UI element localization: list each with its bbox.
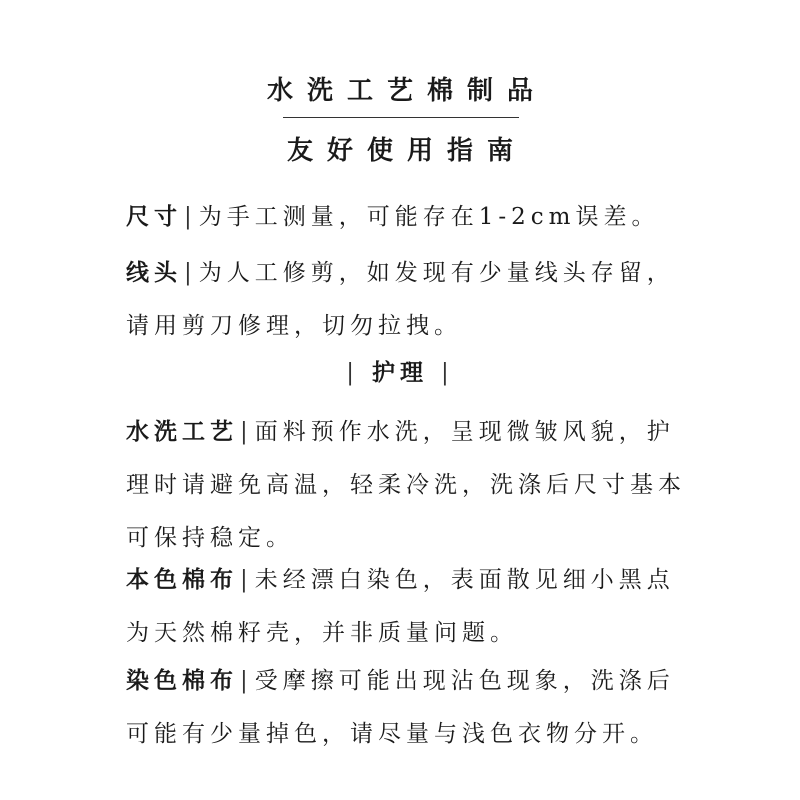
note-threads [126, 246, 706, 353]
care-dyed-cotton-separator: | [240, 668, 253, 694]
care-dyed-cotton-text-line-2: 可能有少量掉色，请尽量与浅色衣物分开。 [126, 721, 658, 747]
note-size-separator: | [184, 204, 197, 230]
note-threads-text-line-1: 为人工修剪，如发现有少量线头存留， [198, 260, 675, 286]
care-natural-cotton-separator: | [240, 567, 253, 593]
note-threads-separator: | [184, 260, 197, 286]
care-washing-label: 水洗工艺 [126, 418, 238, 445]
care-heading-text: 护理 [372, 359, 428, 386]
page-subtitle: 友好使用指南 [286, 136, 527, 166]
care-dyed-cotton-label: 染色棉布 [126, 667, 238, 694]
note-size-text-line-1: 为手工测量，可能存在1-2cm误差。 [198, 204, 660, 230]
care-natural-cotton-text-line-1: 未经漂白染色，表面散见细小黑点 [254, 567, 675, 593]
note-size-label: 尺寸 [126, 203, 182, 230]
care-dyed-cotton [126, 654, 706, 761]
care-section-heading [0, 350, 800, 396]
care-heading-right-bar: | [441, 360, 454, 386]
care-washing-text-line-3: 可保持稳定。 [126, 525, 294, 551]
title-divider [283, 117, 519, 118]
care-washing [126, 405, 706, 565]
note-size [126, 190, 706, 244]
care-washing-separator: | [240, 419, 253, 445]
care-dyed-cotton-text-line-1: 受摩擦可能出现沾色现象，洗涤后 [254, 668, 675, 694]
care-natural-cotton-label: 本色棉布 [126, 566, 238, 593]
care-natural-cotton [126, 553, 706, 660]
care-heading-left-bar: | [346, 360, 359, 386]
page-title: 水洗工艺棉制品 [266, 76, 547, 106]
care-washing-text-line-1: 面料预作水洗，呈现微皱风貌，护 [254, 419, 675, 445]
note-threads-label: 线头 [126, 259, 182, 286]
care-natural-cotton-text-line-2: 为天然棉籽壳，并非质量问题。 [126, 620, 518, 646]
care-washing-text-line-2: 理时请避免高温，轻柔冷洗，洗涤后尺寸基本 [126, 472, 686, 498]
note-threads-text-line-2: 请用剪刀修理，切勿拉拽。 [126, 313, 462, 339]
